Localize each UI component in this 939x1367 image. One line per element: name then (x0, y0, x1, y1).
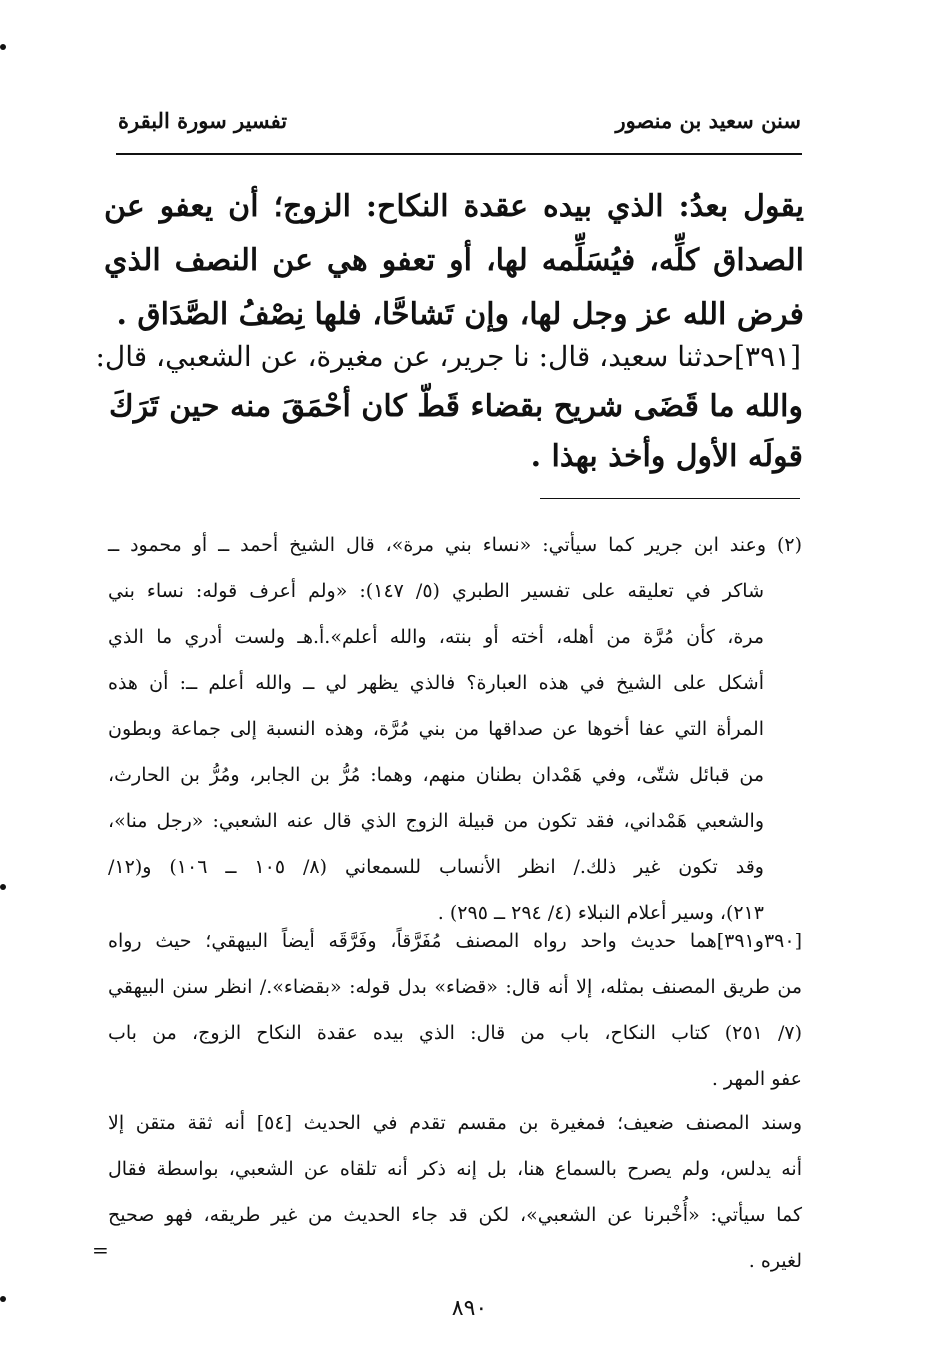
footnote-line: مرة، كأن مُرَّة من أهله، أخته أو بنته، والله أعلم».أ.هـ ولست أدري ما الذي (108, 626, 764, 648)
hadith-isnad: حدثنا سعيد، قال: نا جرير، عن مغيرة، عن الشعبي، قال: (95, 340, 734, 373)
footnote-390-391 (108, 918, 802, 1102)
footnote-line: شاكر في تعليقه على تفسير الطبري (٥/ ١٤٧): «ولم أعرف قوله: نساء بني (108, 580, 765, 602)
header-rule (116, 153, 802, 155)
hadith-matn-line: والله ما قَضَى شريح بقضاء قَطّ كان أحْمَقَ منه حين تَرَكَ (109, 389, 803, 424)
page-number: ٨٩٠ (451, 1296, 488, 1321)
footnote-line: أشكل على الشيخ في هذه العبارة؟ فالذي يظهر لي ــ والله أعلم ــ: أن هذه (108, 672, 764, 694)
scan-dot (0, 884, 6, 890)
sanad-note (108, 1100, 802, 1284)
margin-mark: = (92, 1238, 109, 1262)
main-text-line: يقول بعدُ: الذي بيده عقدة النكاح: الزوج؛ أن يعفو عن (104, 189, 804, 224)
footnote-line: ٢١٣)، وسير أعلام النبلاء (٤/ ٢٩٤ ــ ٢٩٥) . (437, 902, 764, 924)
footnote-2-body (108, 568, 764, 936)
main-text-line: فرض الله عز وجل لها، وإن تَشاحَّا، فلها نِصْفُ الصَّدَاق . (116, 297, 804, 332)
main-text-line: الصداق كلِّه، فيُسَلِّمه لها، أو تعفو هي عن النصف الذي (104, 243, 804, 278)
footnote-line: من طريق المصنف بمثله، إلا أنه قال: «قضاء» بدل قوله: «بقضاء»./ انظر سنن البيهقي (108, 976, 802, 998)
book-title: سنن سعيد بن منصور (615, 108, 801, 133)
hadith-matn (109, 382, 803, 482)
footnote-line: [٣٩٠و٣٩١]هما حديث واحد رواه المصنف مُفَرَّقاً، وفَرَّقَه أيضاً البيهقي؛ حيث رواه (108, 930, 802, 952)
footnote-line: كما سيأتي: «أُخْبرنا عن الشعبي»، لكن قد جاء الحديث من غير طريقه، فهو صحيح (108, 1204, 802, 1226)
footnote-line: وقد تكون غير ذلك./ انظر الأنساب للسمعاني (٨/ ١٠٥ ــ ١٠٦) و(١٢/ (108, 856, 764, 878)
footnote-line: (٢) وعند ابن جرير كما سيأتي: «نساء بني مرة»، قال الشيخ أحمد ــ أو محمود ــ (108, 534, 802, 556)
main-text (104, 180, 804, 342)
footnote-line: أنه يدلس، ولم يصرح بالسماع هنا، بل إنه ذكر أنه تلقاه عن الشعبي، بواسطة فقال (108, 1158, 802, 1180)
hadith-isnad-line (95, 332, 801, 382)
scan-dot (0, 44, 6, 50)
footnote-line: (٧/ ٢٥١) كتاب النكاح، باب من قال: الذي بيده عقدة النكاح الزوج، من باب (108, 1022, 802, 1044)
footnote-line: المرأة التي عفا أخوها عن صداقها من بني مُرَّة، وهذه النسبة إلى جماعة وبطون (108, 718, 764, 740)
footnote-2 (108, 522, 802, 568)
hadith-matn-line: قولَه الأول وأخذ بهذا . (530, 439, 803, 474)
footnote-line: من قبائل شتّى، وفي هَمْدان بطنان منهم، وهما: مُرُّ بن الجابر، ومُرُّ بن الحارث، (108, 764, 764, 786)
footnote-line: وسند المصنف ضعيف؛ فمغيرة بن مقسم تقدم في الحديث [٥٤] أنه ثقة متقن إلا (108, 1112, 802, 1134)
footnote-rule (540, 498, 800, 499)
section-title: تفسير سورة البقرة (118, 108, 288, 133)
footnote-line: والشعبي هَمْداني، فقد تكون من قبيلة الزوج الذي قال عنه الشعبي: «رجل منا»، (108, 810, 764, 832)
footnote-line: عفو المهر . (711, 1068, 802, 1090)
footnote-line: لغيره . (748, 1250, 802, 1272)
hadith-number: [٣٩١] (734, 340, 801, 373)
hadith-391 (95, 332, 801, 382)
